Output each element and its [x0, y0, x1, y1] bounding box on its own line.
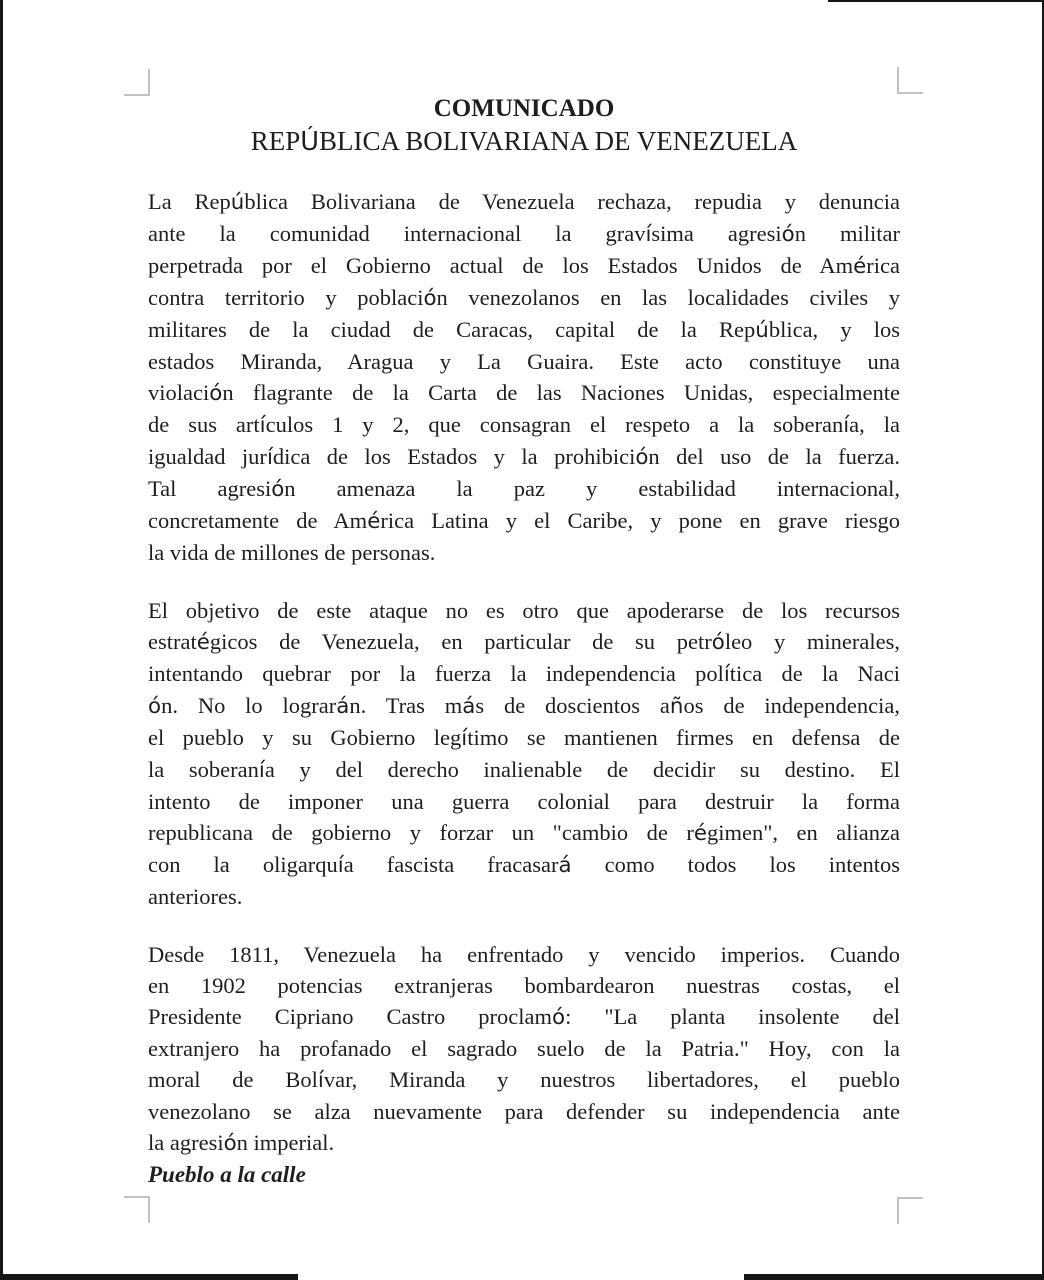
crop-mark-bottom-left — [124, 1196, 150, 1223]
text-line: la agresión imperial. — [148, 1130, 335, 1156]
paragraph — [148, 595, 900, 912]
text-line: Presidente Cipriano Castro proclamó: "La planta insolente del — [148, 1004, 900, 1030]
text-line: anteriores. — [148, 884, 243, 909]
text-line: de sus artículos 1 y 2, que consagran el respeto a la soberanía, la — [148, 412, 900, 438]
photo-edge-left — [0, 0, 3, 1280]
crop-mark-top-right — [897, 67, 923, 94]
crop-mark-bottom-right — [897, 1197, 923, 1224]
text-line: estratégicos de Venezuela, en particular de su petróleo y minerales, — [148, 629, 901, 655]
text-line: militares de la ciudad de Caracas, capital de la República, y los — [148, 317, 900, 343]
text-line: Desde 1811, Venezuela ha enfrentado y vencido imperios. Cuando — [148, 942, 900, 967]
paragraph — [148, 186, 900, 568]
text-line: el pueblo y su Gobierno legítimo se mantienen firmes en defensa de — [148, 725, 901, 751]
text-line: perpetrada por el Gobierno actual de los Estados Unidos de América — [148, 253, 900, 279]
text-line: moral de Bolívar, Miranda y nuestros libertadores, el pueblo — [148, 1067, 900, 1093]
photo-edge-bottom-left — [0, 1274, 298, 1280]
crop-mark-top-left — [124, 69, 150, 96]
photo-edge-bottom-right — [744, 1274, 1044, 1280]
text-line: concretamente de América Latina y el Caribe, y pone en grave riesgo — [148, 508, 900, 534]
paragraphs-container — [148, 186, 900, 1159]
document-title: COMUNICADO — [433, 95, 615, 122]
text-line: El objetivo de este ataque no es otro que apoderarse de los recursos — [148, 598, 900, 623]
text-line: con la oligarquía fascista fracasará como todos los intentos — [148, 852, 900, 878]
document-body — [148, 0, 900, 1190]
text-line: ón. No lo lograrán. Tras más de doscientos años de independencia, — [148, 693, 900, 719]
text-line: igualdad jurídica de los Estados y la prohibición del uso de la fuerza. — [148, 444, 900, 470]
text-line: la soberanía y del derecho inalienable de decidir su destino. El — [148, 757, 900, 783]
paragraph — [148, 939, 900, 1159]
text-line: Tal agresión amenaza la paz y estabilidad internacional, — [148, 476, 900, 502]
text-line: contra territorio y población venezolanos en las localidades civiles y — [148, 285, 901, 311]
text-line: La República Bolivariana de Venezuela rechaza, repudia y denuncia — [148, 189, 900, 215]
text-line: violación flagrante de la Carta de las Naciones Unidas, especialmente — [148, 380, 900, 406]
text-line: estados Miranda, Aragua y La Guaira. Este acto constituye una — [148, 349, 900, 374]
text-line: intentando quebrar por la fuerza la independencia política de la Naci — [148, 661, 900, 687]
text-line: ante la comunidad internacional la gravísima agresión militar — [148, 221, 900, 247]
text-line: venezolano se alza nuevamente para defender su independencia ante — [148, 1099, 900, 1124]
text-line: intento de imponer una guerra colonial para destruir la forma — [148, 789, 900, 814]
text-line: la vida de millones de personas. — [148, 540, 436, 565]
document-subtitle: REPÚBLICA BOLIVARIANA DE VENEZUELA — [250, 126, 798, 157]
closing-slogan: Pueblo a la calle — [148, 1162, 306, 1187]
text-line: en 1902 potencias extranjeras bombardearon nuestras costas, el — [148, 973, 900, 998]
text-line: extranjero ha profanado el sagrado suelo de la Patria." Hoy, con la — [148, 1036, 900, 1061]
text-line: republicana de gobierno y forzar un "cambio de régimen", en alianza — [148, 820, 901, 846]
